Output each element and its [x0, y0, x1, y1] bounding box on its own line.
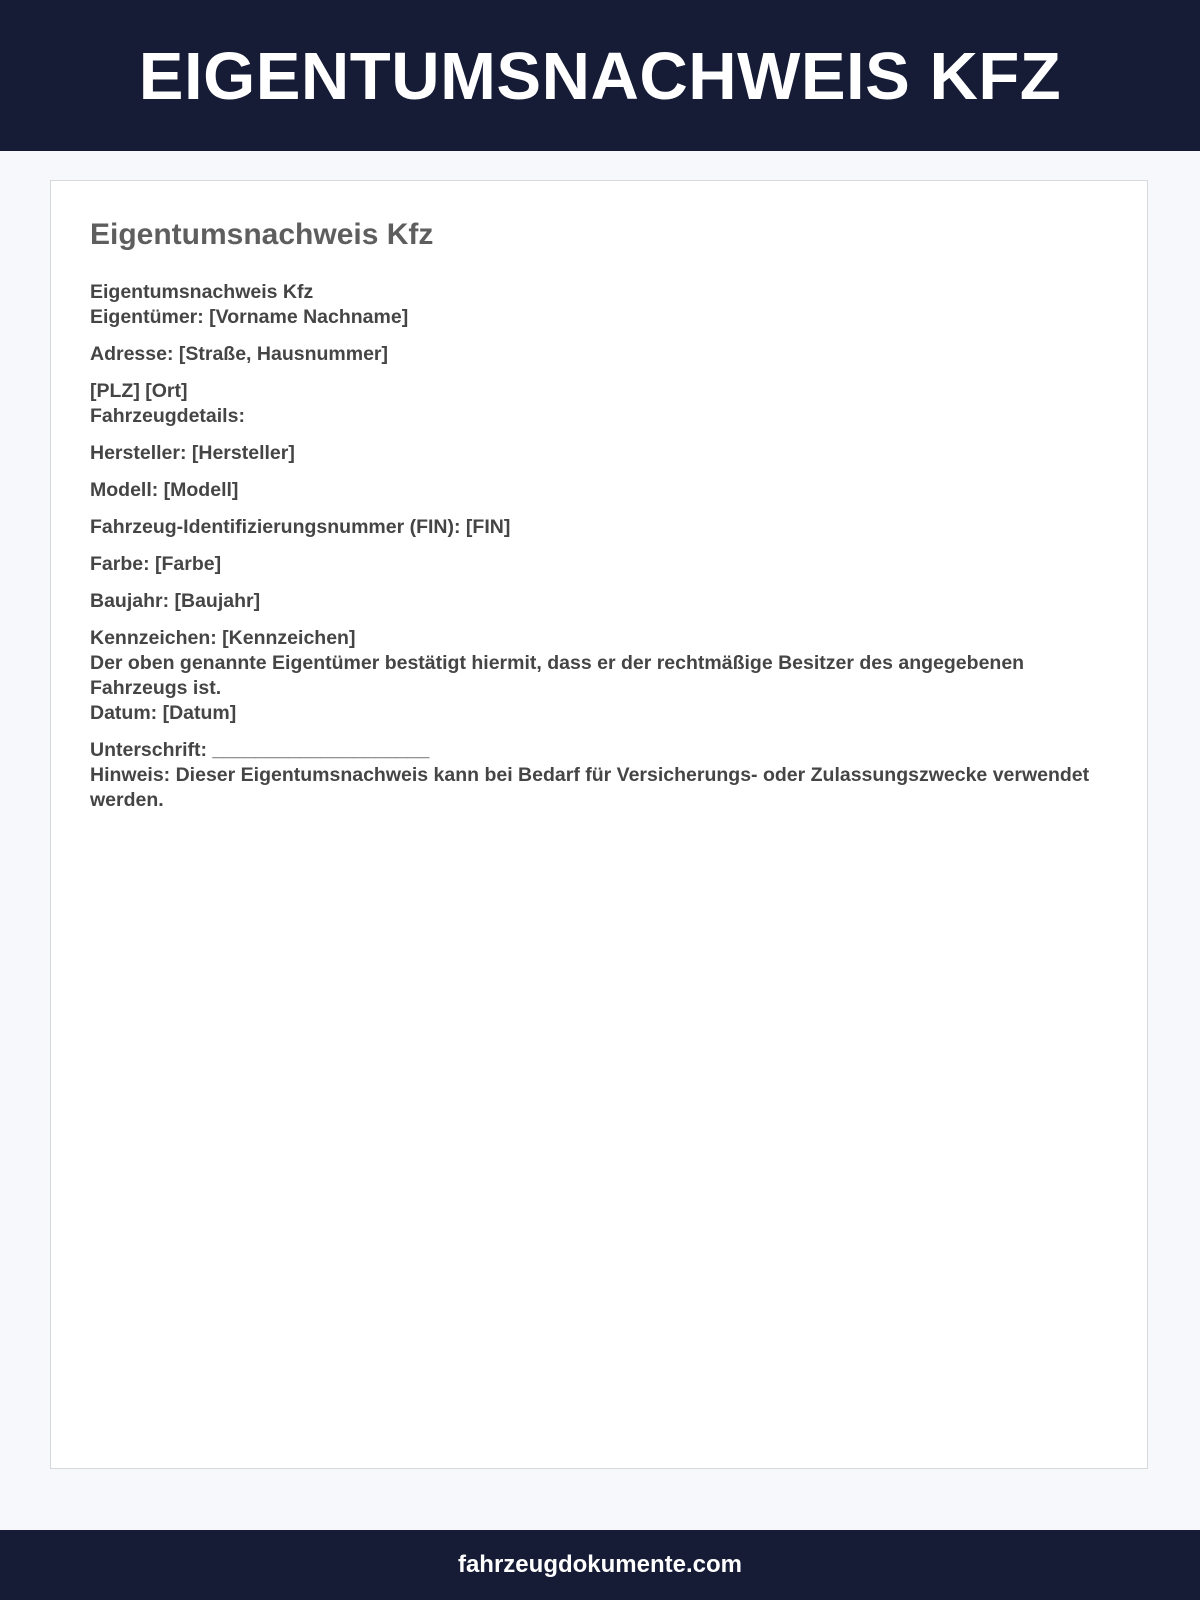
model-line: Modell: [Modell]	[90, 479, 239, 501]
paragraph-vin	[90, 515, 1110, 540]
document-body	[90, 280, 1110, 825]
manufacturer-line: Hersteller: [Hersteller]	[90, 442, 295, 464]
paragraph-address	[90, 342, 1110, 367]
paragraph-manufacturer	[90, 441, 1110, 466]
document-heading-line: Eigentumsnachweis Kfz	[90, 281, 314, 303]
date-line: Datum: [Datum]	[90, 702, 237, 724]
paragraph-color	[90, 552, 1110, 577]
owner-line: Eigentümer: [Vorname Nachname]	[90, 306, 409, 328]
color-line: Farbe: [Farbe]	[90, 553, 222, 575]
address-line: Adresse: [Straße, Hausnummer]	[90, 343, 389, 365]
document-title: Eigentumsnachweis Kfz	[90, 218, 434, 251]
paragraph-year	[90, 589, 1110, 614]
plate-line: Kennzeichen: [Kennzeichen]	[90, 627, 356, 649]
note-line: Hinweis: Dieser Eigentumsnachweis kann bei Bedarf für Versicherungs- oder Zulassungszwecke verwendet werden.	[90, 764, 1090, 811]
vehicle-details-line: Fahrzeugdetails:	[90, 405, 245, 427]
paragraph-signature	[90, 738, 1110, 813]
paragraph-model	[90, 478, 1110, 503]
city-line: [PLZ] [Ort]	[90, 380, 188, 402]
page-footer	[0, 1530, 1200, 1600]
paragraph-city	[90, 379, 1110, 429]
year-line: Baujahr: [Baujahr]	[90, 590, 261, 612]
paragraph-owner	[90, 280, 1110, 330]
document-card	[50, 180, 1148, 1469]
vin-line: Fahrzeug-Identifizierungsnummer (FIN): [FIN]	[90, 516, 511, 538]
header-title: EIGENTUMSNACHWEIS KFZ	[138, 39, 1062, 114]
paragraph-plate	[90, 626, 1110, 726]
page-header	[0, 0, 1200, 151]
footer-website: fahrzeugdokumente.com	[457, 1551, 743, 1578]
signature-line: Unterschrift: ____________________	[90, 739, 430, 761]
statement-line: Der oben genannte Eigentümer bestätigt hiermit, dass er der rechtmäßige Besitzer des angegebenen Fahrzeugs ist.	[90, 652, 1025, 699]
